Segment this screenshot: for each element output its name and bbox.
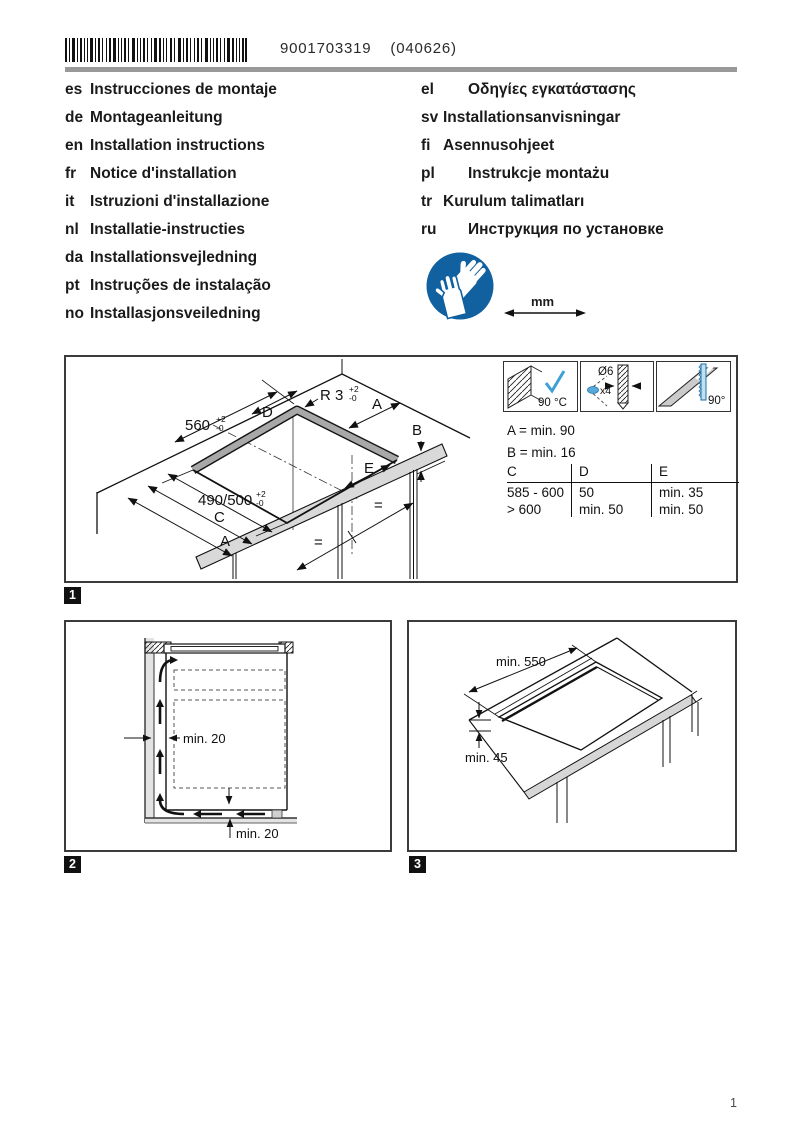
dim-560: 560 — [185, 417, 211, 434]
language-item: nl Installatie-instructies — [65, 221, 246, 238]
dim-b: B — [412, 422, 423, 439]
dimension-notes — [507, 420, 576, 464]
svg-text:-0: -0 — [216, 423, 224, 433]
language-item: it Istruzioni d'installazione — [65, 193, 270, 210]
detail-saw-angle — [656, 361, 731, 412]
hole-count-label: x4 — [599, 385, 611, 397]
language-item: el Οδηγίες εγκατάστασης — [421, 81, 636, 98]
temp-label: 90 °C — [538, 397, 567, 409]
dim-e: E — [364, 460, 375, 477]
figure-1-marker: 1 — [64, 587, 81, 604]
top-dim-label: min. 550 — [496, 654, 546, 669]
dim-c: C — [214, 509, 225, 526]
language-list-left — [65, 76, 277, 328]
side-gap-label: min. 20 — [183, 731, 226, 746]
document-number: 9001703319 — [280, 40, 372, 57]
language-item: ru Инструкция по установке — [421, 221, 664, 238]
svg-text:-0: -0 — [256, 498, 264, 508]
language-item: no Installasjonsveiledning — [65, 305, 261, 322]
cutout-diagram — [64, 355, 504, 581]
bottom-gap-label: min. 20 — [236, 826, 279, 841]
equal-mark-left: = — [314, 534, 323, 551]
equal-mark-right: = — [374, 497, 383, 514]
dim-a-bottom: A — [220, 533, 231, 550]
screw-hole-icon — [587, 387, 598, 394]
document-code — [280, 40, 457, 57]
figure-2-marker: 2 — [64, 856, 81, 873]
detail-drill-holes — [580, 361, 655, 412]
figure-3-marker: 3 — [409, 856, 426, 873]
wear-gloves-icon — [420, 248, 500, 328]
dim-490-500: 490/500 — [198, 492, 253, 509]
language-item: da Installationsvejledning — [65, 249, 258, 266]
svg-text:-0: -0 — [349, 393, 357, 403]
dim-d: D — [262, 404, 273, 421]
svg-text:+2: +2 — [216, 414, 226, 424]
table-row: 585 - 600 50 min. 35 — [507, 483, 739, 501]
barcode — [65, 38, 247, 62]
unit-label: mm — [531, 294, 555, 309]
detail-heat-resistance — [503, 361, 578, 412]
saw-blade-icon — [701, 364, 706, 400]
language-item: pl Instrukcje montażu — [421, 165, 610, 182]
col-header-c: C — [507, 464, 572, 483]
svg-text:+2: +2 — [349, 384, 359, 394]
svg-text:+2: +2 — [256, 489, 266, 499]
mm-scale-arrow — [503, 306, 587, 320]
language-item: en Installation instructions — [65, 137, 265, 154]
language-item: fi Asennusohjeet — [421, 137, 555, 154]
language-item: fr Notice d'installation — [65, 165, 237, 182]
ventilation-diagram — [64, 620, 392, 852]
dim-radius: R 3 — [320, 387, 344, 404]
language-item: de Montageanleitung — [65, 109, 223, 126]
worktop-cutout-diagram — [407, 620, 737, 852]
language-item: es Instrucciones de montaje — [65, 81, 277, 98]
document-suffix: (040626) — [390, 40, 457, 57]
note-b: B = min. 16 — [507, 445, 576, 460]
col-header-d: D — [572, 464, 652, 483]
language-item: tr Kurulum talimatları — [421, 193, 585, 210]
language-item: sv Installationsanvisningar — [421, 109, 621, 126]
drill-diameter-label: Ø6 — [597, 366, 613, 378]
language-item: pt Instruções de instalação — [65, 277, 271, 294]
dim-a-top: A — [372, 396, 383, 413]
note-a: A = min. 90 — [507, 423, 575, 438]
header-divider — [65, 67, 737, 72]
check-icon — [546, 371, 564, 391]
table-row: > 600 min. 50 min. 50 — [507, 500, 739, 517]
detail-boxes — [503, 361, 731, 412]
page-number: 1 — [730, 1096, 737, 1110]
col-header-e: E — [652, 464, 740, 483]
language-list-right — [421, 76, 664, 244]
dimension-table — [507, 464, 739, 517]
front-dim-label: min. 45 — [465, 750, 508, 765]
saw-angle-label: 90° — [708, 395, 726, 407]
